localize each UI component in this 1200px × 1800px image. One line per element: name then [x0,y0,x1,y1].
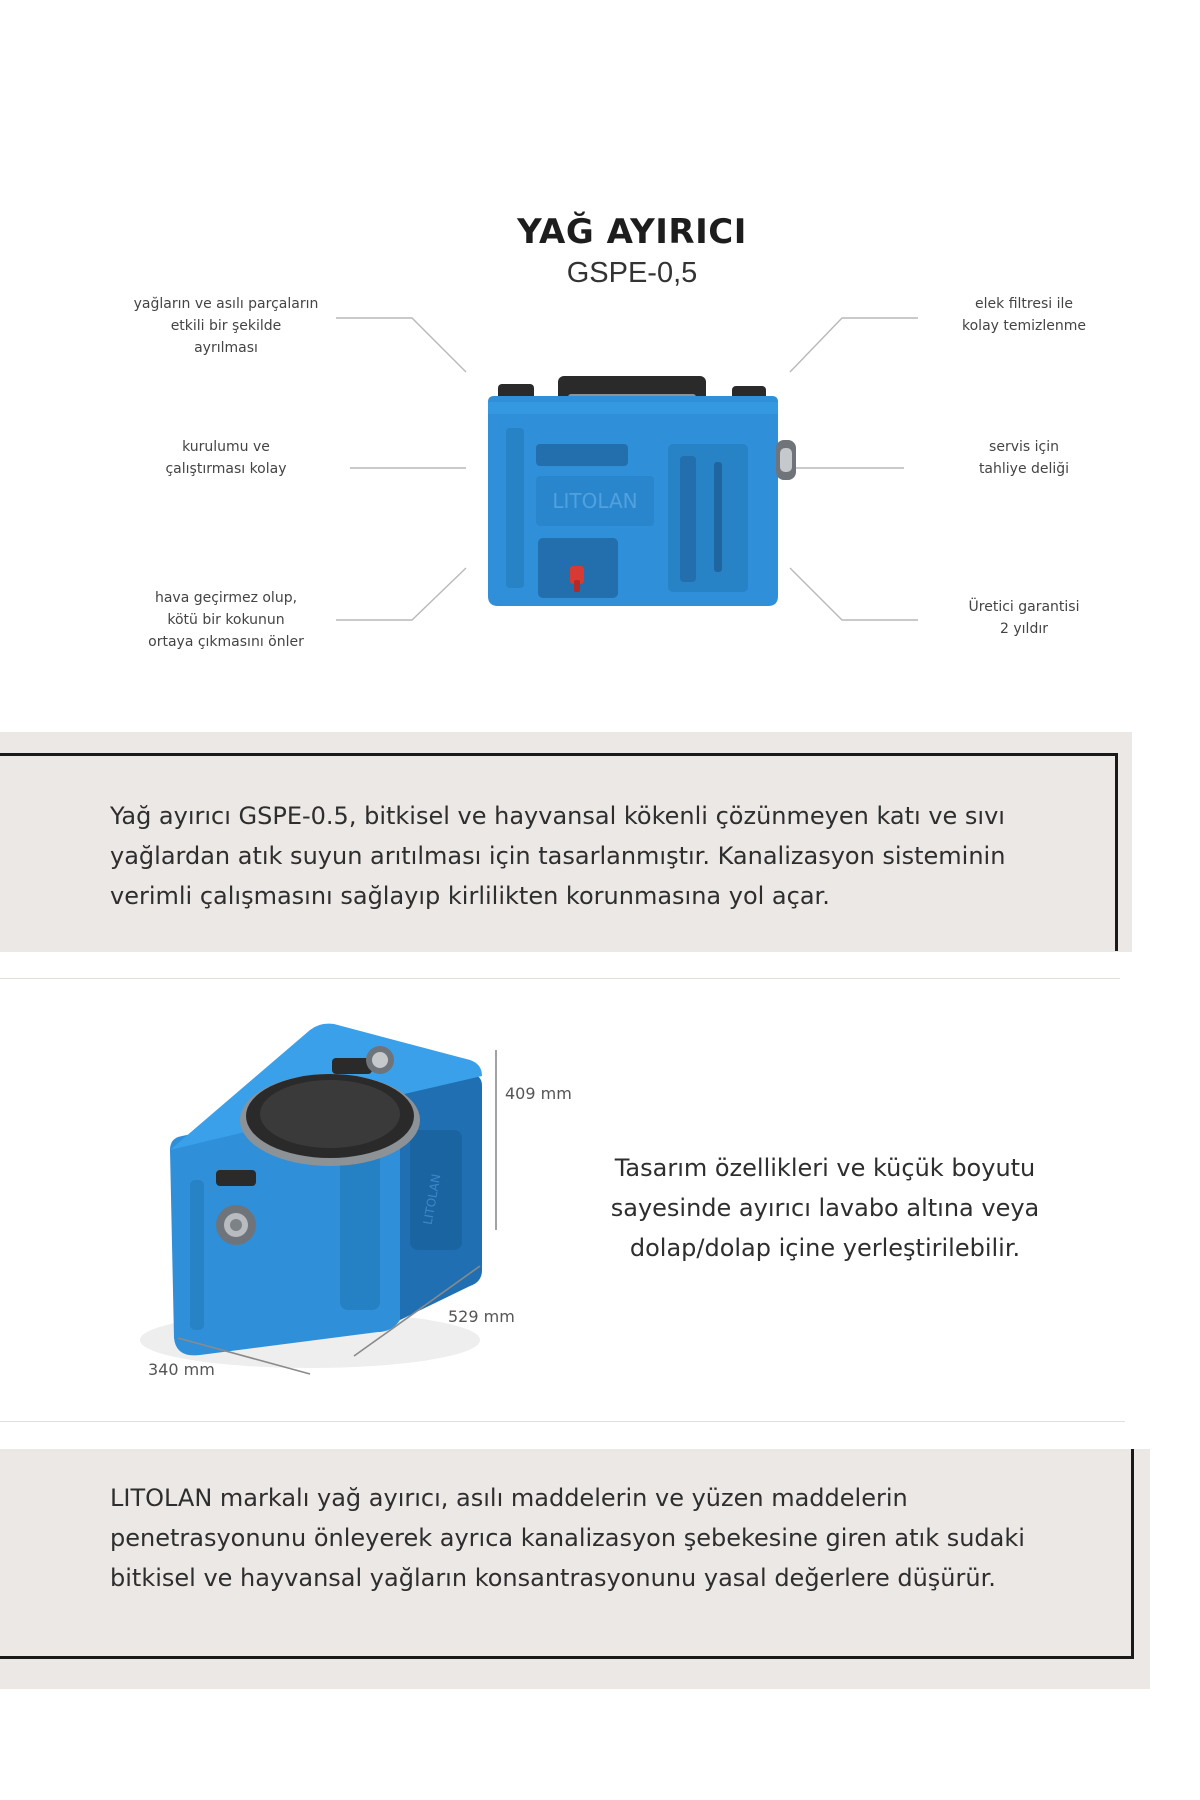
width-label: 340 mm [148,1360,215,1379]
description-3: LITOLAN markalı yağ ayırıcı, asılı maddelerin ve yüzen maddelerin penetrasyonunu önleyerek ayrıca kanalizasyon şebekesine giren atık sudaki bitkisel ve hayvansal yağların konsantrasyonunu yasal değerlere düşürür. [110,1484,1025,1592]
panel-2-right-rule [1131,1449,1134,1659]
divider [0,978,1120,979]
panel-1-top-rule [0,753,1118,756]
callout-line-top-left [336,318,466,372]
callout-line-bottom-left [336,568,466,620]
callout-line-bottom-right [790,568,918,620]
feature-warranty: Üretici garantisi 2 yıldır [968,599,1080,637]
callout-line-top-right [790,318,918,372]
panel-2-bottom-rule [0,1656,1134,1659]
feature-filter: elek filtresi ile kolay temizlenme [962,296,1086,334]
model-name: GSPE-0,5 [566,257,698,289]
length-label: 529 mm [448,1307,515,1326]
divider-2 [0,1421,1125,1422]
feature-easy-install: kurulumu ve çalıştırması kolay [165,439,287,477]
description-2: Tasarım özellikleri ve küçük boyutu sayesinde ayırıcı lavabo altına veya dolap/dolap içine yerleştirilebilir. [610,1154,1040,1262]
feature-drain: servis için tahliye deliği [978,439,1070,477]
feature-airtight: hava geçirmez olup, kötü bir kokunun ortaya çıkmasını önler [148,590,304,650]
feature-separation: yağların ve asılı parçaların etkili bir şekilde ayrılması [133,296,319,356]
description-1: Yağ ayırıcı GSPE-0.5, bitkisel ve hayvansal kökenli çözünmeyen katı ve sıvı yağlardan atık suyun arıtılması için tasarlanmıştır. Kanalizasyon sisteminin verimli çalışmasını sağlayıp kirlilikten korunmasına yol açar. [110,802,1006,910]
page-title: YAĞ AYIRICI [517,212,747,252]
height-label: 409 mm [505,1084,572,1103]
panel-1-right-rule [1115,753,1118,951]
brand-emboss-side: LITOLAN [420,1172,444,1226]
brand-emboss: LITOLAN [552,489,638,513]
product-front-view [478,370,798,620]
